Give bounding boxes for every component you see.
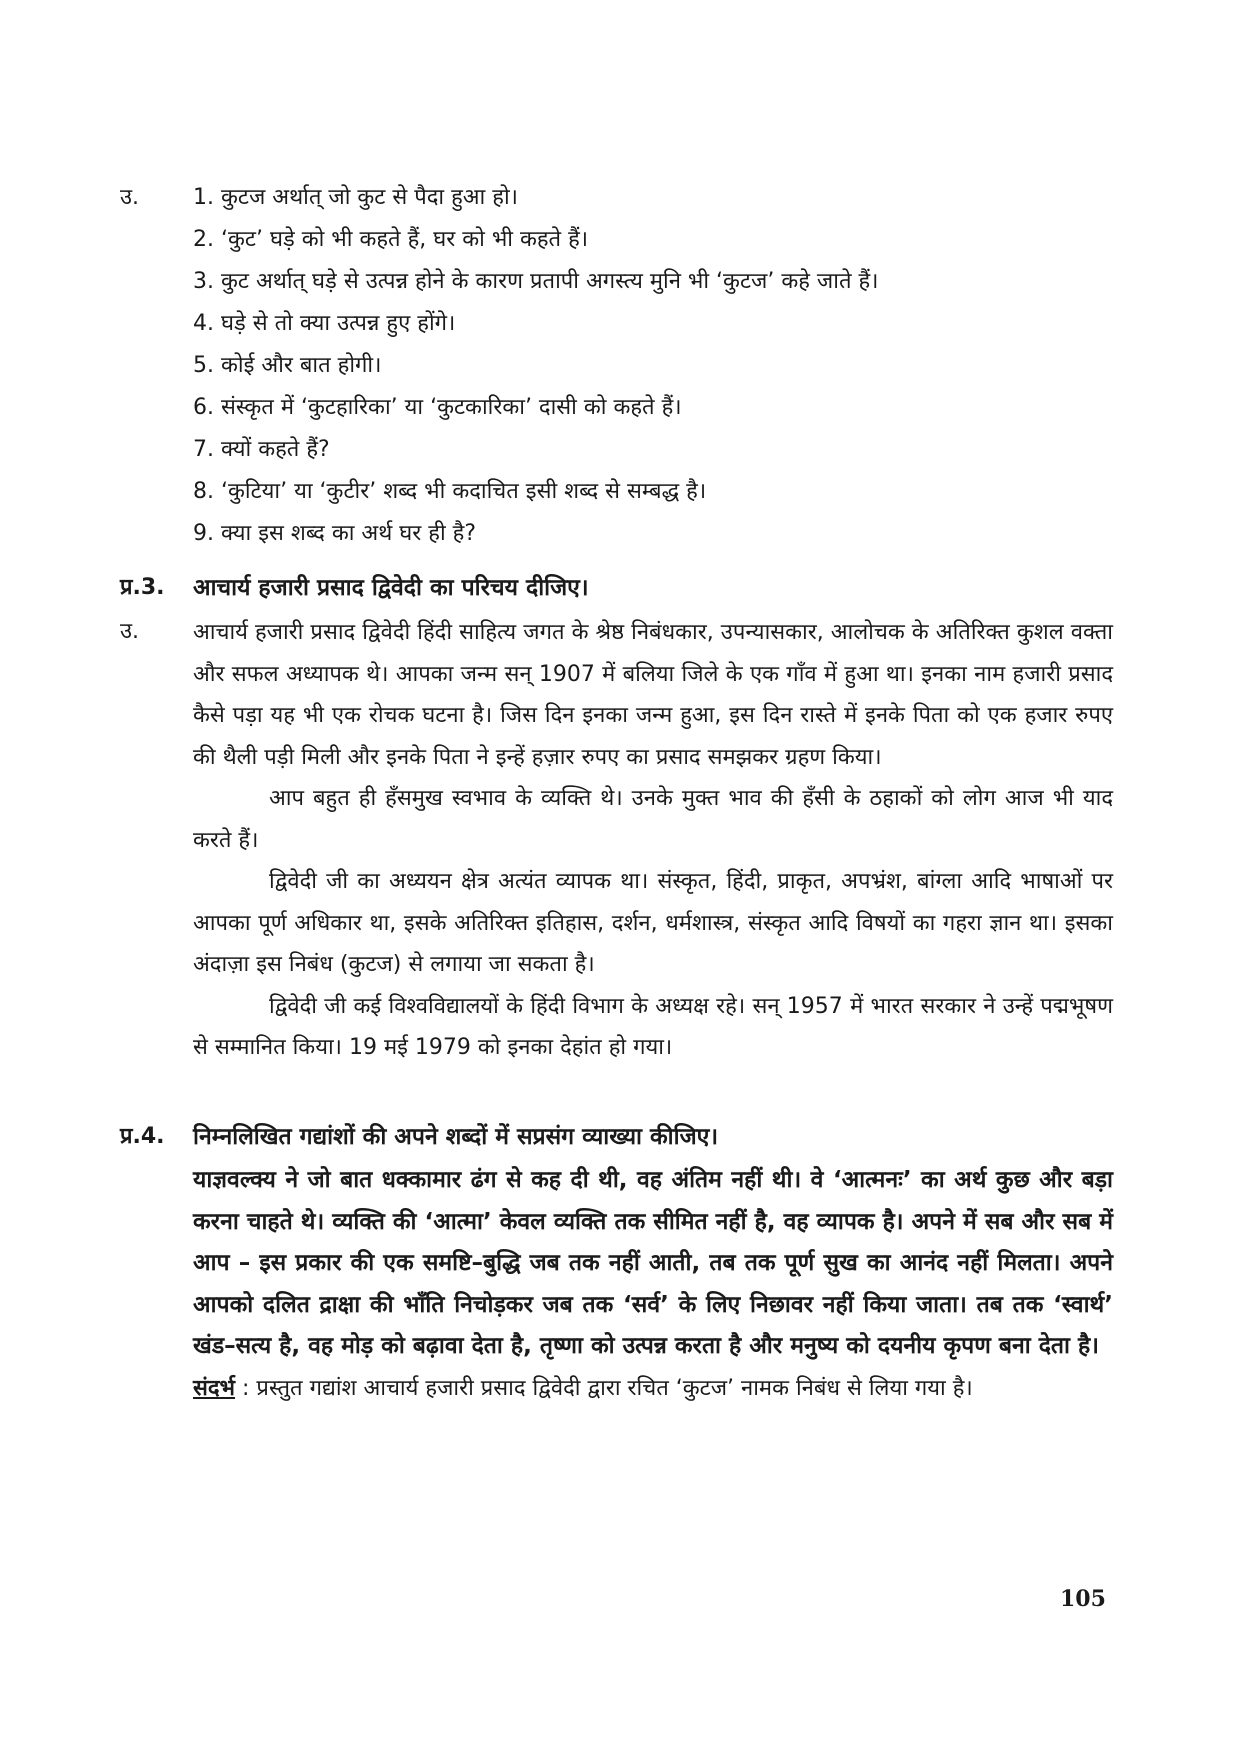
- prose-passage: याज्ञवल्क्य ने जो बात धक्कामार ढंग से कह दी थी, वह अंतिम नहीं थी। वे ‘आत्मनः’ का अर्थ कुछ और बड़ा करना चाहते थे। व्यक्ति की ‘आत्मा’ केवल व्यक्ति तक सीमित नहीं है, वह व्यापक है। अपने में सब और सब में आप – इस प्रकार की एक समष्टि–बुद्धि जब तक नहीं आती, तब तक पूर्ण सुख का आनंद नहीं मिलता। अपने आपको दलित द्राक्षा की भाँति निचोड़कर जब तक ‘सर्व’ के लिए निछावर नहीं किया जाता। तब तक ‘स्वार्थ’ खंड–सत्य है, वह मोड़ को बढ़ावा देता है, तृष्णा को उत्पन्न करता है और मनुष्य को दयनीय कृपण बना देता है।: [193, 1167, 1113, 1359]
- list-item: 5. कोई और बात होगी।: [193, 353, 382, 378]
- page-number: 105: [1060, 1586, 1106, 1612]
- list-item: 3. कुट अर्थात् घड़े से उत्पन्न होने के कारण प्रतापी अगस्त्य मुनि भी ‘कुटज’ कहे जाते हैं।: [193, 269, 879, 294]
- paragraph: द्विवेदी जी कई विश्वविद्यालयों के हिंदी विभाग के अध्यक्ष रहे। सन् 1957 में भारत सरकार ने उन्हें पद्मभूषण से सम्मानित किया। 19 मई 1979 को इनका देहांत हो गया।: [193, 993, 1113, 1060]
- list-item: 1. कुटज अर्थात् जो कुट से पैदा हुआ हो।: [193, 185, 518, 210]
- paragraph: द्विवेदी जी का अध्ययन क्षेत्र अत्यंत व्यापक था। संस्कृत, हिंदी, प्राकृत, अपभ्रंश, बांग्ला आदि भाषाओं पर आपका पूर्ण अधिकार था, इसके अतिरिक्त इतिहास, दर्शन, धर्मशास्त्र, संस्कृत आदि विषयों का गहरा ज्ञान था। इसका अंदाज़ा इस निबंध (कुटज) से लगाया जा सकता है।: [193, 869, 1113, 977]
- paragraph: आचार्य हजारी प्रसाद द्विवेदी हिंदी साहित्य जगत के श्रेष्ठ निबंधकार, उपन्यासकार, आलोचक के अतिरिक्त कुशल वक्ता और सफल अध्यापक थे। आपका जन्म सन् 1907 में बलिया जिले के एक गाँव में हुआ था। इनका नाम हजारी प्रसाद कैसे पड़ा यह भी एक रोचक घटना है। जिस दिन इनका जन्म हुआ, इस दिन रास्ते में इनके पिता को एक हजार रुपए की थैली पड़ी मिली और इनके पिता ने इन्हें हज़ार रुपए का प्रसाद समझकर ग्रहण किया।: [193, 620, 1113, 770]
- question-4-heading: निम्नलिखित गद्यांशों की अपने शब्दों में सप्रसंग व्याख्या कीजिए।: [193, 1124, 719, 1150]
- question-3-heading: आचार्य हजारी प्रसाद द्विवेदी का परिचय दीजिए।: [193, 575, 589, 601]
- reference-paragraph: [193, 1368, 1113, 1410]
- reference-label: संदर्भ: [193, 1375, 236, 1401]
- list-item: 4. घड़े से तो क्या उत्पन्न हुए होंगे।: [193, 311, 456, 336]
- list-item: 6. संस्कृत में ‘कुटहारिका’ या ‘कुटकारिका’ दासी को कहते हैं।: [193, 395, 682, 420]
- answer-3-body: [193, 612, 1113, 1069]
- answer-label: उ.: [120, 185, 140, 210]
- question-4-label: प्र.4.: [120, 1124, 165, 1149]
- list-item: 8. ‘कुटिया’ या ‘कुटीर’ शब्द भी कदाचित इसी शब्द से सम्बद्ध है।: [193, 479, 707, 504]
- list-item: 2. ‘कुट’ घड़े को भी कहते हैं, घर को भी कहते हैं।: [193, 227, 589, 252]
- paragraph: आप बहुत ही हँसमुख स्वभाव के व्यक्ति थे। उनके मुक्त भाव की हँसी के ठहाकों को लोग आज भी याद करते हैं।: [193, 786, 1113, 853]
- reference-text: : प्रस्तुत गद्यांश आचार्य हजारी प्रसाद द्विवेदी द्वारा रचित ‘कुटज’ नामक निबंध से लिया गया है।: [235, 1375, 973, 1401]
- question-4-body: [193, 1160, 1113, 1409]
- list-item: 7. क्यों कहते हैं?: [193, 437, 330, 462]
- list-item: 9. क्या इस शब्द का अर्थ घर ही है?: [193, 521, 477, 546]
- question-3-label: प्र.3.: [120, 575, 165, 600]
- answer-3-label: उ.: [120, 619, 140, 644]
